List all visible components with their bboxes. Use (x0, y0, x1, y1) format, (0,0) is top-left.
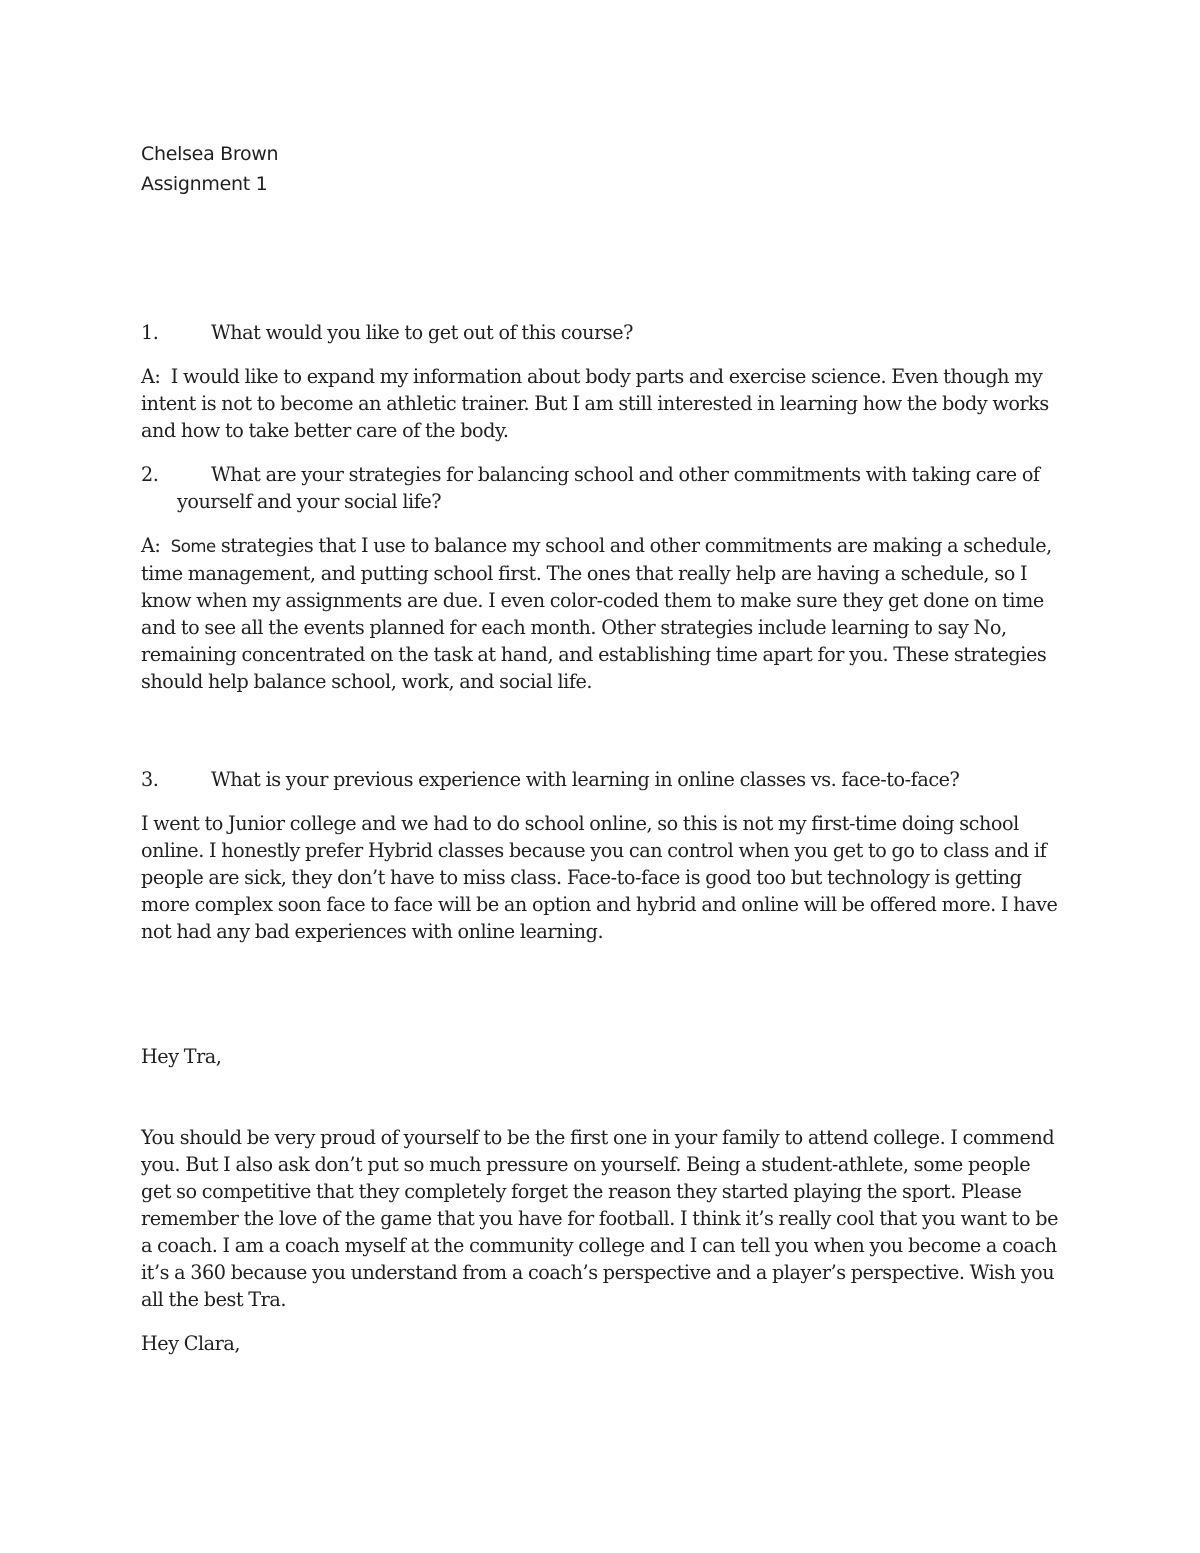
answer-1 (141, 363, 1061, 444)
answer-2 (141, 532, 1061, 695)
spacer (141, 199, 1061, 319)
answer-prefix: A: (141, 365, 161, 388)
question-text-line2: yourself and your social life? (177, 490, 442, 513)
answer-text: I would like to expand my information about body parts and exercise science. Even though my intent is not to become an athletic trainer. But I am still interested in learning how the body works and how to take better care of the body. (141, 365, 1049, 442)
question-2 (141, 461, 1061, 515)
document-body (141, 139, 1061, 1357)
question-number: 1. (141, 321, 159, 344)
answer-text: strategies that I use to balance my school and other commitments are making a schedule, time management, and putting school first. The ones that really help are having a schedule, so I know when my assignments are due. I even color-coded them to make sure they get done on time and to see all the events planned for each month. Other strategies include learning to say No, remaining concentrated on the task at hand, and establishing time apart for you. These strategies should help balance school, work, and social life. (141, 534, 1052, 693)
answer-prefix: A: (141, 534, 161, 557)
question-1 (141, 319, 1061, 346)
reply-greeting-tra: Hey Tra, (141, 1045, 222, 1068)
author-name: Chelsea Brown (141, 143, 279, 165)
reply-greeting-clara: Hey Clara, (141, 1332, 240, 1355)
reply-body-tra: You should be very proud of yourself to be the first one in your family to attend college. I commend you. But I also ask don’t put so much pressure on yourself. Being a student-athlete, some people get so competitive that they completely forget the reason they started playing the sport. Please remember the love of the game that you have for football. I think it’s really cool that you want to be a coach. I am a coach myself at the community college and I can tell you when you become a coach it’s a 360 because you understand from a coach’s perspective and a player’s perspective. Wish you all the best Tra. (141, 1126, 1059, 1311)
question-text-line1: What are your strategies for balancing school and other commitments with taking care of (211, 463, 1040, 486)
question-number: 3. (141, 768, 159, 791)
question-text: What is your previous experience with learning in online classes vs. face-to-face? (211, 768, 960, 791)
question-3 (141, 766, 1061, 793)
answer-first-word: Some (170, 537, 216, 556)
answer-3: I went to Junior college and we had to do school online, so this is not my first-time doing school online. I honestly prefer Hybrid classes because you can control when you get to go to class and if people are sick, they don’t have to miss class. Face-to-face is good too but technology is getting more complex soon face to face will be an option and hybrid and online will be offered more. I have not had any bad experiences with online learning. (141, 812, 1058, 943)
question-number: 2. (141, 463, 159, 486)
question-text: What would you like to get out of this course? (211, 321, 633, 344)
assignment-title: Assignment 1 (141, 173, 268, 195)
